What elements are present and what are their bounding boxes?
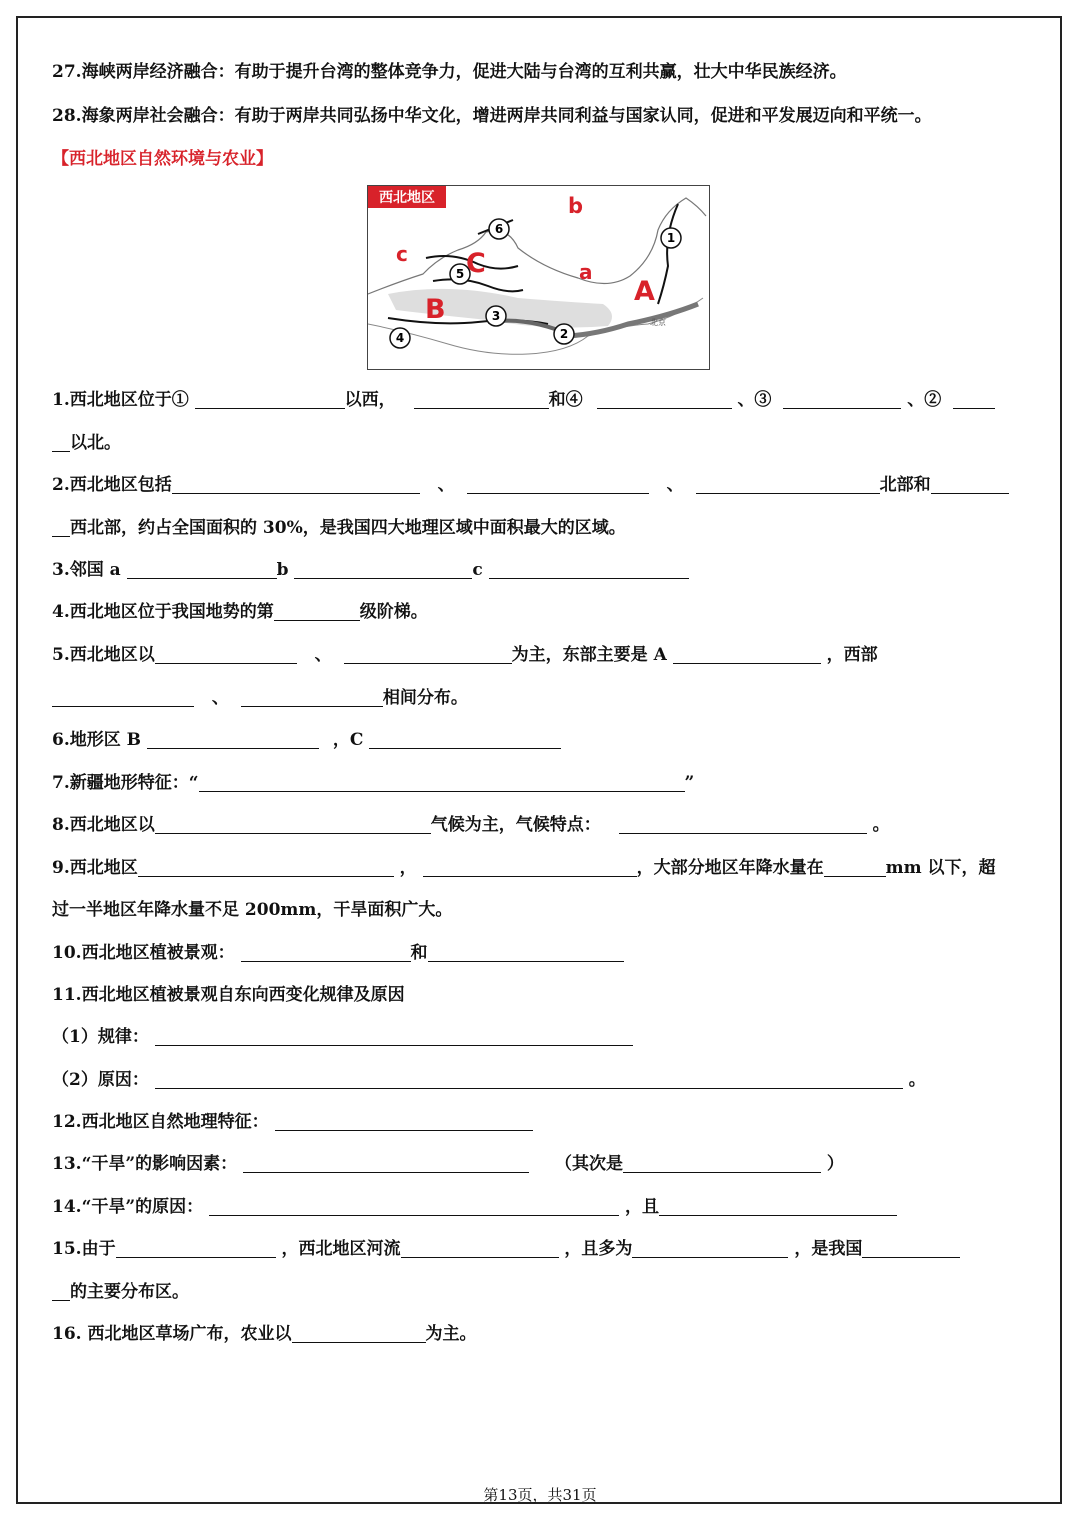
blank[interactable]	[52, 433, 70, 452]
section-heading: 【西北地区自然环境与农业】	[52, 149, 273, 169]
blank[interactable]	[172, 475, 420, 494]
question-15-cont: 的主要分布区。	[52, 1280, 189, 1304]
blank[interactable]	[369, 730, 561, 749]
page-number: 第13页，共31页	[483, 1486, 597, 1504]
label-b: b	[568, 194, 584, 218]
label-c: c	[396, 242, 408, 266]
question-3: 3.邻国 a b c	[52, 558, 689, 582]
blank[interactable]	[423, 858, 637, 877]
marker-2: 2	[559, 327, 569, 341]
blank[interactable]	[623, 1154, 821, 1173]
blank[interactable]	[155, 645, 297, 664]
blank[interactable]	[294, 560, 472, 579]
blank[interactable]	[138, 858, 394, 877]
blank[interactable]	[155, 815, 431, 834]
blank[interactable]	[243, 1154, 529, 1173]
blank[interactable]	[52, 518, 70, 537]
question-4: 4.西北地区位于我国地势的第 级阶梯。	[52, 602, 428, 622]
blank[interactable]	[428, 943, 624, 962]
blank[interactable]	[673, 645, 821, 664]
blank[interactable]	[931, 475, 1009, 494]
blank[interactable]	[195, 390, 345, 409]
blank[interactable]	[116, 1239, 276, 1258]
northwest-region-map	[367, 185, 710, 370]
label-B: B	[425, 294, 446, 325]
question-11: 11.西北地区植被景观自东向西变化规律及原因	[52, 985, 405, 1005]
question-1-cont: 以北。	[52, 431, 121, 455]
blank[interactable]	[659, 1197, 897, 1216]
label-C: C	[466, 248, 486, 279]
blank[interactable]	[344, 645, 512, 664]
country-border	[368, 198, 706, 294]
blank[interactable]	[52, 688, 194, 707]
question-12: 12.西北地区自然地理特征：	[52, 1110, 533, 1134]
city-beijing: 北京	[650, 318, 666, 327]
blank[interactable]	[155, 1027, 633, 1046]
question-11-rule: （1）规律：	[52, 1025, 633, 1049]
blank[interactable]	[862, 1239, 960, 1258]
blank[interactable]	[147, 730, 319, 749]
question-6: 6.地形区 B ，C	[52, 728, 561, 752]
map-title: 西北地区	[379, 190, 435, 206]
blank[interactable]	[953, 390, 995, 409]
question-11-reason: （2）原因： 。	[52, 1070, 926, 1090]
blank[interactable]	[155, 1070, 903, 1089]
question-7: 7.新疆地形特征：“ ”	[52, 773, 695, 793]
blank[interactable]	[274, 602, 360, 621]
marker-1: 1	[666, 231, 676, 245]
blank[interactable]	[783, 390, 901, 409]
marker-3: 3	[491, 309, 501, 323]
blank[interactable]	[199, 773, 685, 792]
blank[interactable]	[414, 390, 549, 409]
question-5: 5.西北地区以 、 为主，东部主要是 A ，西部	[52, 645, 878, 665]
blank[interactable]	[597, 390, 732, 409]
item-27: 27.海峡两岸经济融合：有助于提升台湾的整体竞争力，促进大陆与台湾的互利共赢，壮大中华民族经济。	[52, 62, 847, 82]
question-9: 9.西北地区 ， ，大部分地区年降水量在 mm 以下，超	[52, 858, 996, 878]
mountain-1	[658, 204, 678, 304]
blank[interactable]	[241, 943, 411, 962]
question-9-cont: 过一半地区年降水量不足 200mm，干旱面积广大。	[52, 900, 453, 920]
blank[interactable]	[127, 560, 277, 579]
blank[interactable]	[52, 1282, 70, 1301]
question-1: 1.西北地区位于① 以西， 和④ 、③ 、②	[52, 388, 995, 412]
blank[interactable]	[241, 688, 383, 707]
marker-6: 6	[494, 222, 504, 236]
blank[interactable]	[824, 858, 886, 877]
blank[interactable]	[489, 560, 689, 579]
question-2: 2.西北地区包括 、 、 北部和	[52, 473, 1009, 497]
blank[interactable]	[401, 1239, 559, 1258]
blank[interactable]	[696, 475, 880, 494]
label-a: a	[579, 260, 593, 284]
label-A: A	[634, 276, 655, 307]
marker-4: 4	[395, 331, 405, 345]
blank[interactable]	[292, 1324, 426, 1343]
blank[interactable]	[632, 1239, 788, 1258]
question-16: 16. 西北地区草场广布，农业以 为主。	[52, 1324, 477, 1344]
blank[interactable]	[275, 1112, 533, 1131]
question-10: 10.西北地区植被景观： 和	[52, 941, 624, 965]
question-15: 15.由于 ，西北地区河流 ，且多为 ，是我国	[52, 1237, 960, 1261]
question-14: 14.“干旱”的原因： ，且	[52, 1195, 897, 1219]
question-2-cont: 西北部，约占全国面积的 30%，是我国四大地理区域中面积最大的区域。	[52, 516, 626, 540]
blank[interactable]	[209, 1197, 619, 1216]
blank[interactable]	[467, 475, 649, 494]
question-8: 8.西北地区以 气候为主，气候特点： 。	[52, 815, 890, 835]
question-5-cont: 、 相间分布。	[52, 686, 468, 710]
marker-5: 5	[455, 267, 465, 281]
item-28: 28.海象两岸社会融合：有助于两岸共同弘扬中华文化，增进两岸共同利益与国家认同，促进和平发展迈向和平统一。	[52, 106, 932, 126]
blank[interactable]	[619, 815, 867, 834]
question-13: 13.“干旱”的影响因素： （其次是 ）	[52, 1154, 844, 1174]
